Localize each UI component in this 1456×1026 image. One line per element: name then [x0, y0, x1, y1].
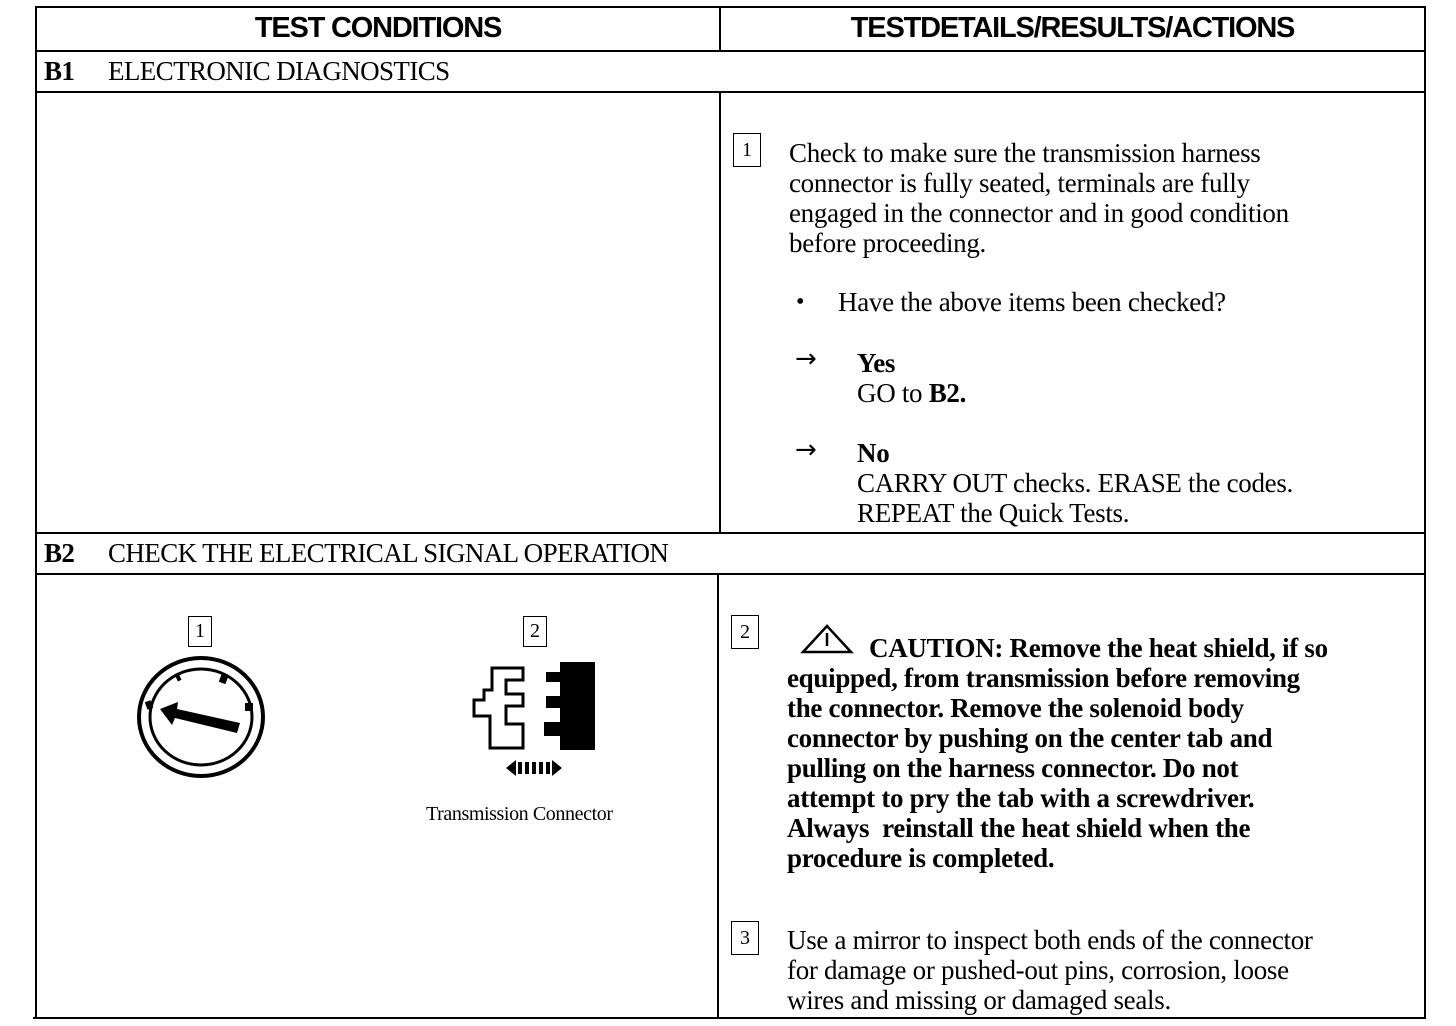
bullet-dot: •	[796, 289, 805, 315]
header-divider	[35, 50, 1426, 52]
b1-line: before proceeding.	[789, 228, 986, 258]
caution-line: Always reinstall the heat shield when the	[787, 813, 1251, 843]
b1-column-divider	[719, 91, 721, 534]
b1-section-title	[44, 56, 450, 87]
caution-line: the connector. Remove the solenoid body	[787, 693, 1244, 723]
transmission-connector-icon	[468, 660, 598, 785]
b2-column-divider	[717, 573, 719, 1019]
b2-title-divider	[35, 573, 1426, 575]
step3-line: Use a mirror to inspect both ends of the connector	[787, 925, 1313, 955]
caution-line: pulling on the harness connector. Do not	[787, 753, 1239, 783]
b2-step2-number: 2	[731, 615, 759, 649]
b1-bottom-divider	[35, 532, 1426, 534]
b1-instructions	[789, 138, 1289, 258]
caution-line: CAUTION: Remove the heat shield, if so	[869, 633, 1328, 663]
ignition-switch-icon	[136, 655, 266, 779]
no-action-line: CARRY OUT checks. ERASE the codes.	[857, 468, 1294, 498]
b1-line: Check to make sure the transmission harness	[789, 138, 1261, 168]
b1-title-divider	[35, 91, 1426, 93]
step3-line: for damage or pushed-out pins, corrosion, loose	[787, 955, 1289, 985]
b1-title: ELECTRONIC DIAGNOSTICS	[108, 56, 450, 86]
yes-label: Yes	[857, 348, 896, 378]
caution-text	[787, 633, 1328, 873]
caution-line: attempt to pry the tab with a screwdriver.	[787, 783, 1255, 813]
caution-line: equipped, from transmission before removing	[787, 663, 1300, 693]
b1-code: B1	[44, 56, 75, 86]
no-label: No	[857, 438, 890, 468]
yes-action-ref: B2.	[928, 378, 967, 408]
step3-line: wires and missing or damaged seals.	[787, 985, 1171, 1015]
b2-step3-number: 3	[731, 921, 759, 955]
caution-line: connector by pushing on the center tab and	[787, 723, 1273, 753]
b1-line: connector is fully seated, terminals are fully	[789, 168, 1250, 198]
yes-action-text: GO to	[857, 378, 929, 408]
header-test-details: TESTDETAILS/RESULTS/ACTIONS	[850, 12, 1295, 44]
table-right-border	[1424, 6, 1426, 1019]
b1-question: Have the above items been checked?	[838, 287, 1226, 317]
yes-action	[857, 378, 966, 408]
illus2-step-number: 2	[523, 616, 547, 647]
header-test-conditions: TEST CONDITIONS	[254, 12, 502, 44]
connector-caption: Transmission Connector	[426, 803, 613, 825]
right-arrow-icon: →	[795, 344, 817, 374]
right-arrow-icon: →	[795, 435, 817, 465]
b2-title: CHECK THE ELECTRICAL SIGNAL OPERATION	[108, 538, 669, 568]
b1-line: engaged in the connector and in good condition	[789, 198, 1289, 228]
no-action-line: REPEAT the Quick Tests.	[857, 498, 1130, 528]
step3-text	[787, 925, 1313, 1015]
table-left-border	[35, 6, 37, 1019]
b2-section-title	[44, 538, 668, 569]
b1-yes-block	[857, 348, 966, 408]
illus1-step-number: 1	[188, 616, 212, 647]
caution-line: procedure is completed.	[787, 843, 1055, 873]
b1-step-number: 1	[733, 133, 761, 167]
table-top-border	[35, 6, 1426, 8]
b2-code: B2	[44, 538, 75, 568]
b1-no-block	[857, 438, 1293, 528]
table-bottom-border	[33, 1017, 1424, 1019]
